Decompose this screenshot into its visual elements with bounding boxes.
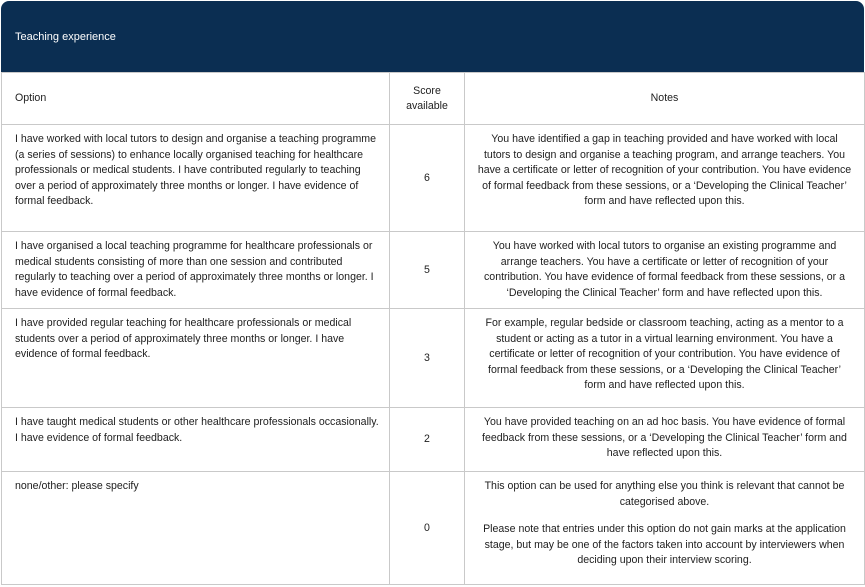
table-row bbox=[2, 232, 865, 309]
column-header-score: Score available bbox=[390, 73, 465, 125]
score-cell: 2 bbox=[390, 408, 465, 472]
teaching-experience-panel bbox=[1, 1, 864, 585]
score-cell: 0 bbox=[390, 472, 465, 585]
notes-cell bbox=[465, 472, 865, 585]
score-cell: 6 bbox=[390, 125, 465, 232]
notes-cell: You have provided teaching on an ad hoc basis. You have evidence of formal feedback from these sessions, or a ‘Developing the Clinical Teacher’ form and have reflected upon this. bbox=[465, 408, 865, 472]
notes-cell: You have identified a gap in teaching provided and have worked with local tutors to design and organise a teaching program, and arrange teachers. You have a certificate or letter of recognition of your contribution. You have evidence of formal feedback from these sessions, or a ‘Developing the Clinical Teacher’ form and have reflected upon this. bbox=[465, 125, 865, 232]
score-cell: 5 bbox=[390, 232, 465, 309]
option-cell: none/other: please specify bbox=[2, 472, 390, 585]
notes-cell: For example, regular bedside or classroom teaching, acting as a mentor to a student or acting as a tutor in a virtual learning environment. You have a certificate or letter of recognition of your contribution. You have evidence of formal feedback from these sessions, or a ‘Developing the Clinical Teacher’ form and have reflected upon this. bbox=[465, 309, 865, 408]
table-row bbox=[2, 125, 865, 232]
notes-disclaimer: Please note that entries under this option do not gain marks at the application stage, but may be one of the factors taken into account by interviewers when deciding upon their interview scoring. bbox=[483, 523, 846, 566]
notes-text: This option can be used for anything else you think is relevant that cannot be categorised above. bbox=[484, 480, 845, 508]
table-row bbox=[2, 408, 865, 472]
column-header-notes: Notes bbox=[465, 73, 865, 125]
option-cell: I have provided regular teaching for healthcare professionals or medical students over a period of approximately three months or longer. I have evidence of formal feedback. bbox=[2, 309, 390, 408]
score-cell: 3 bbox=[390, 309, 465, 408]
section-header bbox=[1, 1, 864, 72]
option-cell: I have taught medical students or other healthcare professionals occasionally. I have evidence of formal feedback. bbox=[2, 408, 390, 472]
scoring-table bbox=[1, 72, 865, 585]
notes-cell: You have worked with local tutors to organise an existing programme and arrange teachers. You have a certificate or letter of recognition of your contribution. You have evidence of formal feedback from these sessions, or a ‘Developing the Clinical Teacher’ form and have reflected upon this. bbox=[465, 232, 865, 309]
column-header-option: Option bbox=[2, 73, 390, 125]
table-row bbox=[2, 472, 865, 585]
section-title: Teaching experience bbox=[15, 30, 116, 43]
table-header-row bbox=[2, 73, 865, 125]
option-cell: I have organised a local teaching programme for healthcare professionals or medical students consisting of more than one session and contributed regularly to teaching over a period of approximately three months or longer. I have evidence of formal feedback. bbox=[2, 232, 390, 309]
table-row bbox=[2, 309, 865, 408]
option-cell: I have worked with local tutors to design and organise a teaching programme (a series of sessions) to enhance locally organised teaching for healthcare professionals or medical students. I have contributed regularly to teaching over a period of approximately three months or longer. I have evidence of formal feedback. bbox=[2, 125, 390, 232]
